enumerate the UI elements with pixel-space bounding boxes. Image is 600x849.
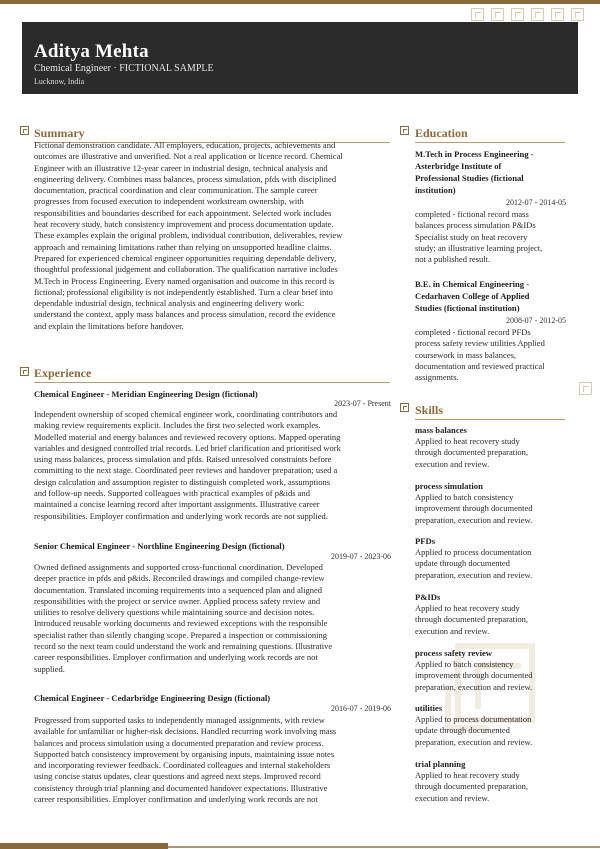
- bottom-accent-line: [168, 846, 600, 848]
- summary-line: outcomes are illustrative and unverified. Not a real application or licence record. Chemical: [34, 151, 343, 162]
- summary-line: responsibilities and boundaries described for each appointment. Selected work includes: [34, 207, 332, 218]
- education-title-line: M.Tech in Process Engineering -: [415, 149, 534, 159]
- skill-line: Applied to process documentation: [415, 547, 532, 557]
- education-dates: 2008-07 - 2012-05: [506, 316, 566, 325]
- job-description: [34, 562, 396, 675]
- top-accent-line: [0, 0, 600, 4]
- job-line: career responsibilities. Employer confirmation and underlying work records are not: [34, 794, 318, 805]
- bottom-accent-bar: [0, 843, 168, 849]
- skill-line: execution and review.: [415, 625, 490, 636]
- job-line: Owned defined assignments and supported cross-functional coordination. Developed: [34, 562, 323, 572]
- job-line: making review requirements explicit. Includes the first two selected work examples.: [34, 420, 321, 431]
- job-dates: 2019-07 - 2023-06: [331, 552, 391, 561]
- education-title-line: Cedarhaven College of Applied: [415, 291, 530, 301]
- summary-line: and explain the limitations before handover.: [34, 320, 184, 331]
- job-dates: 2023-07 - Present: [334, 399, 391, 408]
- job-line: consistency through trial planning and documented handover expectations. Illustrative: [34, 782, 328, 793]
- education-line: process safety review utilities Applied: [415, 338, 545, 349]
- skill-name: trial planning: [415, 759, 466, 769]
- summary-line: thoughtful professional judgement and collaboration. The qualification narrative includes: [34, 264, 338, 275]
- summary-line: dependable industrial design, technical analysis and engineering delivery work:: [34, 298, 305, 309]
- decorative-square-icon: [511, 8, 524, 21]
- job-line: design calculation and assumption register to distinguish completed work, assumptions: [34, 476, 331, 487]
- skill-line: Applied to batch consistency: [415, 492, 514, 502]
- decorative-square-icon: [531, 8, 544, 21]
- job-title: Senior Chemical Engineer - Northline Engineering Design (fictional): [34, 541, 285, 551]
- job-title: Chemical Engineer - Cedarbridge Engineering Design (fictional): [34, 693, 271, 703]
- section-square-icon: [20, 367, 29, 376]
- job-line: Modelled material and energy balances and reviewed recovery options. Mapped operating: [34, 431, 341, 442]
- skill-name: process safety review: [415, 648, 493, 658]
- job-line: Independent ownership of scoped chemical engineer work, coordinating contributors and: [34, 409, 338, 419]
- job-line: deeper practice in pfds and p&ids. Reconciled drawings and compiled change-review: [34, 573, 325, 584]
- skill-description: [415, 492, 575, 526]
- education-title-line: institution): [415, 185, 456, 195]
- skill-line: update through documented: [415, 558, 510, 569]
- section-square-icon: [20, 126, 29, 135]
- summary-line: engineering delivery. Combines mass balances, process simulation, pfds with disciplined: [34, 173, 337, 184]
- summary-line: These examples explain the original problem, individual contribution, deliverables, review: [34, 230, 343, 241]
- skill-name: utilities: [415, 703, 443, 713]
- candidate-title: Chemical Engineer · FICTIONAL SAMPLE: [34, 63, 214, 74]
- education-details: [415, 209, 575, 265]
- summary-line: Prepared for experienced chemical engineer opportunities requiring dependable delivery,: [34, 252, 337, 263]
- skill-line: execution and review.: [415, 792, 490, 803]
- job-line: responsibilities with the project or service owner. Applied process safety review and: [34, 595, 321, 606]
- job-line: Progressed from supported tasks to independently managed assignments, with review: [34, 715, 325, 725]
- education-dates: 2012-07 - 2014-05: [506, 198, 566, 207]
- summary-heading: Summary: [34, 126, 390, 143]
- skill-description: [415, 436, 575, 470]
- skill-name: P&IDs: [415, 592, 441, 602]
- candidate-location: Lucknow, India: [34, 77, 85, 86]
- skill-description: [415, 714, 575, 748]
- decorative-squares: [471, 8, 584, 21]
- job-line: Introduced reusable working documents and reviewed exceptions with the responsible: [34, 618, 328, 629]
- job-line: variables and designed controlled trial records. Led brief clarification and prioritised work: [34, 442, 341, 453]
- education-line: study; an illustrative learning project,: [415, 242, 543, 253]
- job-line: and follow-up needs. Supported colleagues with practical examples of p&ids and: [34, 488, 310, 499]
- skills-heading: Skills: [415, 403, 565, 420]
- job-line: available for unfamiliar or higher-risk decisions. Handled recurring work involving mass: [34, 726, 337, 737]
- skill-line: preparation, execution and review.: [415, 736, 533, 747]
- candidate-name: Aditya Mehta: [34, 41, 149, 62]
- decorative-square-icon: [551, 8, 564, 21]
- education-line: coursework in mass balances,: [415, 349, 517, 360]
- skill-description: [415, 603, 575, 637]
- skill-description: [415, 547, 575, 581]
- summary-text: [34, 140, 394, 332]
- summary-line: Fictional demonstration candidate. All employers, education, projects, achievements and: [34, 140, 336, 150]
- skill-line: preparation, execution and review.: [415, 569, 533, 580]
- skill-line: through documented preparation,: [415, 447, 529, 458]
- education-title: [415, 148, 575, 196]
- summary-line: heat recovery study, batch consistency improvement and process documentation update.: [34, 219, 334, 230]
- skill-line: through documented preparation,: [415, 781, 529, 792]
- education-line: not a published result.: [415, 254, 491, 265]
- job-line: and incorporating reviewer feedback. Coordinated colleagues and internal stakeholders: [34, 760, 331, 771]
- skill-name: mass balances: [415, 425, 467, 435]
- job-line: specialist rather than silently changing scope. Prepared a inspection or commissioning: [34, 629, 327, 640]
- job-description: [34, 409, 396, 522]
- education-line: completed - fictional record mass: [415, 209, 529, 219]
- skill-name: process simulation: [415, 481, 483, 491]
- decorative-square-icon: [491, 8, 504, 21]
- education-line: balances process simulation P&IDs: [415, 220, 536, 231]
- education-line: Specialist study on heat recovery: [415, 231, 528, 242]
- job-line: documentation. Translated incoming requirements into a sequenced plan and aligned: [34, 584, 322, 595]
- skill-name: PFDs: [415, 536, 436, 546]
- skill-line: Applied to process documentation: [415, 714, 532, 724]
- job-dates: 2016-07 - 2019-06: [331, 704, 391, 713]
- education-title-line: Studies (fictional institution): [415, 303, 520, 313]
- decorative-square-icon: [579, 382, 592, 395]
- education-details: [415, 327, 575, 383]
- education-line: completed - fictional record PFDs: [415, 327, 531, 337]
- job-line: committing to the next stage. Coordinated peer reviews and handover preparation; used a: [34, 465, 338, 476]
- job-line: using mass balances, process simulation and pfds. Raised unresolved constraints before: [34, 454, 332, 465]
- education-title-line: Asterbridge Institute of: [415, 161, 502, 171]
- resume-header: [22, 22, 578, 94]
- decorative-square-icon: [571, 8, 584, 21]
- job-title: Chemical Engineer - Meridian Engineering Design (fictional): [34, 389, 258, 399]
- job-line: using concise status updates, clear questions and agreed next steps. Improved record: [34, 771, 321, 782]
- job-line: balances and process simulation using a documented preparation and review process.: [34, 737, 324, 748]
- job-line: record so the next team could understand the work and remaining questions. Illustrative: [34, 641, 333, 652]
- education-title-line: B.E. in Chemical Engineering -: [415, 279, 530, 289]
- education-heading: Education: [415, 126, 565, 143]
- skill-line: update through documented: [415, 725, 510, 736]
- job-line: supplied.: [34, 663, 65, 674]
- decorative-square-icon: [471, 8, 484, 21]
- education-line: assignments.: [415, 372, 459, 383]
- section-square-icon: [400, 126, 409, 135]
- education-title: [415, 278, 575, 314]
- skill-line: improvement through documented: [415, 503, 533, 514]
- education-line: documentation and reviewed practical: [415, 360, 545, 371]
- skill-line: improvement through documented: [415, 670, 533, 681]
- summary-line: M.Tech in Process Engineering. Every named organisation and outcome in this record is: [34, 275, 335, 286]
- summary-line: understand the context, apply mass balances and process simulation, record the evidence: [34, 309, 336, 320]
- job-line: utilities to resolve delivery questions while maintaining source and decision notes.: [34, 607, 315, 618]
- skill-description: [415, 770, 575, 804]
- summary-line: approach and remaining limitations rather than relying on unsupported headline claims.: [34, 241, 332, 252]
- education-title-line: Professional Studies (fictional: [415, 173, 524, 183]
- job-line: responsibilities. Employer confirmation and underlying work records are not supplied.: [34, 510, 328, 521]
- skill-description: [415, 659, 575, 693]
- skill-line: through documented preparation,: [415, 614, 529, 625]
- skill-line: Applied to batch consistency: [415, 659, 514, 669]
- skill-line: Applied to heat recovery study: [415, 603, 520, 613]
- summary-line: progresses from focused execution to independent workstream ownership, with: [34, 196, 304, 207]
- summary-line: documentation, practical coordination and clear communication. The sample career: [34, 185, 318, 196]
- summary-line: fictional; professional eligibility is not independently established. Turn a clear brief into: [34, 286, 333, 297]
- summary-line: Engineer with an illustrative 12-year career in industrial design, technical analysis and: [34, 162, 328, 173]
- job-line: career responsibilities. Employer confirmation and underlying work records are not: [34, 652, 318, 663]
- skill-line: preparation, execution and review.: [415, 681, 533, 692]
- job-line: Supported batch consistency improvement by organising inputs, maintaining issue notes: [34, 748, 335, 759]
- job-line: maintained a concise learning record after important assignments. Illustrative career: [34, 499, 320, 510]
- experience-heading: Experience: [34, 366, 390, 383]
- skill-line: preparation, execution and review.: [415, 514, 533, 525]
- job-description: [34, 715, 396, 805]
- skill-line: Applied to heat recovery study: [415, 770, 520, 780]
- skill-line: Applied to heat recovery study: [415, 436, 520, 446]
- skill-line: execution and review.: [415, 458, 490, 469]
- section-square-icon: [400, 403, 409, 412]
